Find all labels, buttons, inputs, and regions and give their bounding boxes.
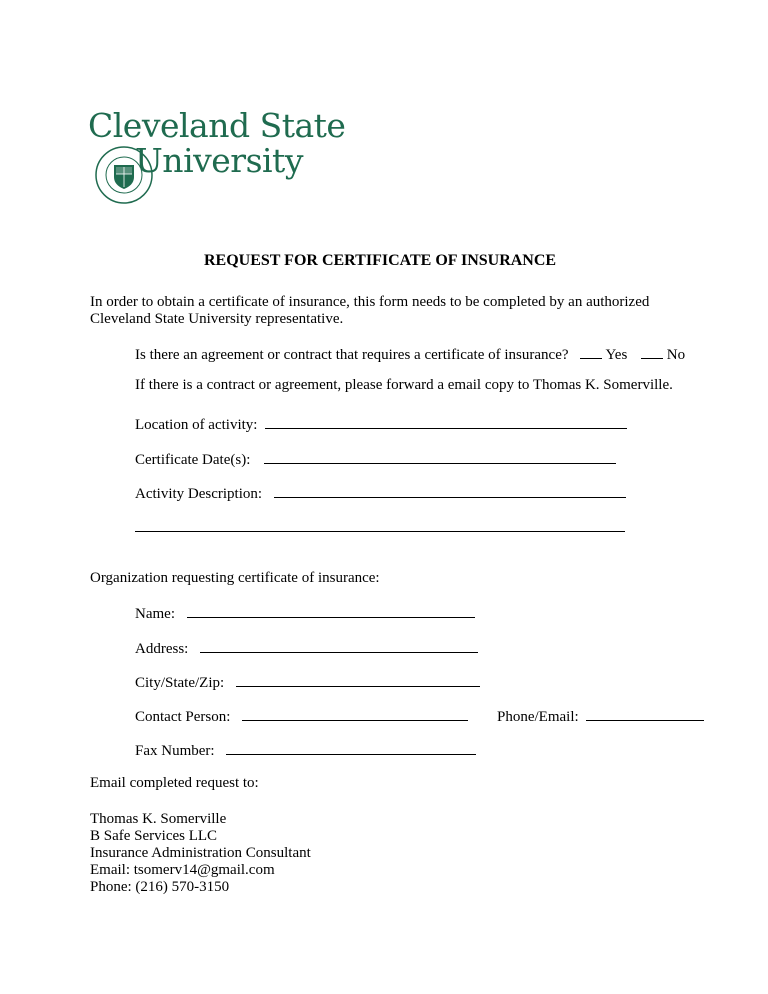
no-blank[interactable] (641, 344, 663, 359)
description-label: Activity Description: (135, 486, 263, 502)
location-field[interactable] (265, 414, 627, 429)
description-field-2[interactable] (135, 517, 625, 532)
dates-field[interactable] (264, 449, 616, 464)
description-row-2 (135, 517, 625, 537)
no-label: No (666, 347, 686, 363)
org-fax-field[interactable] (226, 740, 476, 755)
yes-blank[interactable] (580, 344, 602, 359)
description-row (135, 483, 626, 503)
org-address-field[interactable] (200, 638, 478, 653)
organization-heading: Organization requesting certificate of insurance: (90, 570, 380, 586)
location-row (135, 414, 627, 434)
org-city-label: City/State/Zip: (135, 675, 225, 691)
intro-line-2: Cleveland State University representative. (90, 311, 344, 327)
org-city-row (135, 672, 480, 692)
org-name-row (135, 603, 475, 623)
email-to-label: Email completed request to: (90, 775, 259, 791)
org-contact-field[interactable] (242, 706, 468, 721)
contract-note: If there is a contract or agreement, please forward a email copy to Thomas K. Somerville. (135, 377, 673, 393)
dates-row (135, 449, 616, 469)
org-phone-field[interactable] (586, 706, 704, 721)
dates-label: Certificate Date(s): (135, 452, 251, 468)
org-contact-label: Contact Person: (135, 709, 231, 725)
description-field[interactable] (274, 483, 626, 498)
org-city-field[interactable] (236, 672, 480, 687)
org-name-field[interactable] (187, 603, 475, 618)
university-seal-icon (94, 145, 154, 205)
org-fax-label: Fax Number: (135, 743, 215, 759)
agreement-question-row (135, 344, 685, 364)
org-address-label: Address: (135, 641, 189, 657)
yes-label: Yes (605, 347, 628, 363)
contact-email: Email: tsomerv14@gmail.com (90, 862, 275, 878)
page-title: REQUEST FOR CERTIFICATE OF INSURANCE (204, 252, 557, 269)
agreement-question: Is there an agreement or contract that requires a certificate of insurance? (135, 347, 569, 363)
contact-company: B Safe Services LLC (90, 828, 218, 844)
org-name-label: Name: (135, 606, 175, 622)
location-label: Location of activity: (135, 417, 258, 433)
logo-line-1: Cleveland State (88, 106, 346, 145)
intro-line-1: In order to obtain a certificate of insurance, this form needs to be completed by an authorized (90, 294, 650, 310)
contact-name: Thomas K. Somerville (90, 811, 227, 827)
org-phone-row (497, 706, 704, 726)
logo-line-2: University (135, 141, 303, 180)
org-address-row (135, 638, 478, 658)
contact-role: Insurance Administration Consultant (90, 845, 311, 861)
org-fax-row (135, 740, 476, 760)
org-phone-label: Phone/Email: (497, 709, 579, 725)
contact-phone: Phone: (216) 570-3150 (90, 879, 230, 895)
org-contact-row (135, 706, 468, 726)
